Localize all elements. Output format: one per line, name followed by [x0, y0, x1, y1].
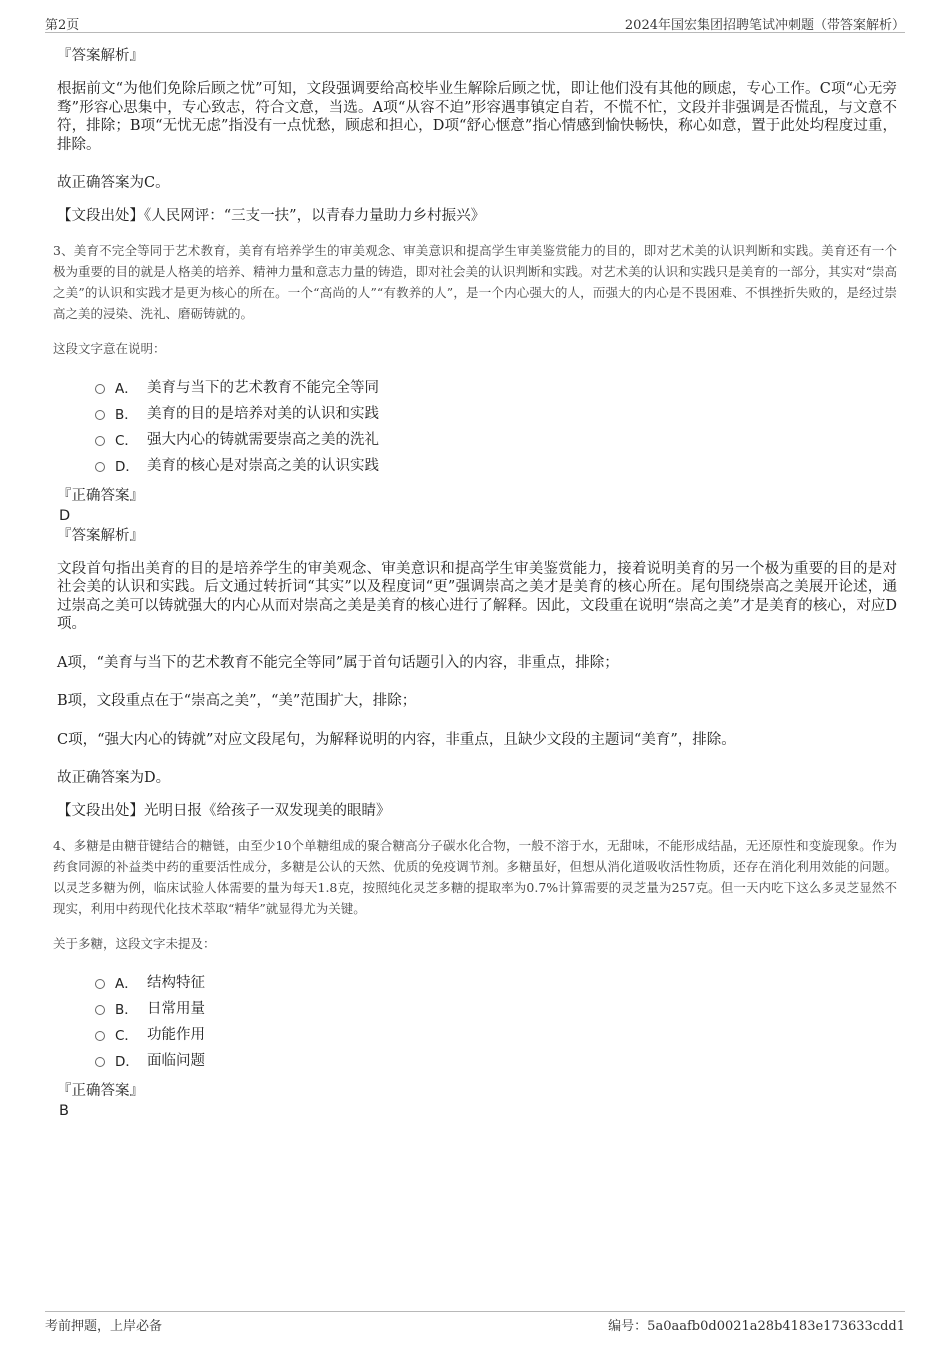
q3-prompt: 这段文字意在说明：: [53, 340, 166, 356]
option-letter: D．: [115, 458, 139, 475]
q3-note-a: A项，“美育与当下的艺术教育不能完全等同”属于首句话题引入的内容，非重点，排除；: [57, 654, 619, 671]
q4-option-b[interactable]: [95, 995, 897, 1021]
q3-options: [95, 374, 897, 478]
document-id: 编号：5a0aafb0d0021a28b4183e173633cdd1: [608, 1319, 905, 1334]
page-content: [53, 46, 897, 1121]
q2-analysis-text: 根据前文“为他们免除后顾之忧”可知，文段强调要给高校毕业生解除后顾之忧，即让他们没有其他的顾虑，专心工作。C项“心无旁骛”形容心思集中，专心致志，符合文意，当选。A项“从容不迫”形容遇事镇定自若，不慌不忙，文段并非强调是否慌乱，与文意不符，排除；B项“无忧无虑”指没有一点忧愁，顾虑和担心，D项“舒心惬意”指心情感到愉快畅快，称心如意，置于此处均程度过重，排除。: [57, 81, 897, 153]
q3-option-d[interactable]: [95, 452, 897, 478]
q3-question-text: 3、美育不完全等同于艺术教育，美育有培养学生的审美观念、审美意识和提高学生审美鉴赏能力的目的，即对艺术美的认识判断和实践。美育还有一个极为重要的目的就是人格美的培养、精神力量和意志力量的铸造，即对社会美的认识判断和实践。对艺术美的认识和实践只是美育的一部分，其实对“崇高之美”的认识和实践才是更为核心的所在。一个“高尚的人”“有教养的人”，是一个内心强大的人，而强大的内心是不畏困难、不惧挫折失败的，是经过崇高之美的浸染、洗礼、磨砺铸就的。: [53, 242, 897, 321]
q4-answer-value: B: [59, 1102, 69, 1119]
radio-icon[interactable]: [95, 1031, 105, 1041]
option-letter: A．: [115, 380, 138, 397]
q4-prompt: 关于多糖，这段文字未提及：: [53, 935, 216, 951]
option-letter: C．: [115, 1027, 138, 1044]
q3-option-a[interactable]: [95, 374, 897, 400]
q2-conclusion: 故正确答案为C。: [57, 175, 170, 191]
q4-option-a[interactable]: [95, 969, 897, 995]
option-letter: A．: [115, 975, 138, 992]
q4-option-d[interactable]: [95, 1047, 897, 1073]
option-letter: B．: [115, 406, 138, 423]
option-text: 美育的目的是培养对美的认识和实践: [147, 406, 379, 422]
footer-slogan: 考前押题，上岸必备: [45, 1319, 163, 1334]
option-text: 强大内心的铸就需要崇高之美的洗礼: [147, 432, 379, 448]
q4-question-text: 4、多糖是由糖苷键结合的糖链，由至少10个单糖组成的聚合糖高分子碳水化合物，一般不溶于水，无甜味，不能形成结晶，无还原性和变旋现象。作为药食同源的补益类中药的重要活性成分，多糖是公认的天然、优质的免疫调节剂。多糖虽好，但想从消化道吸收活性物质，还存在消化利用效能的问题。以灵芝多糖为例，临床试验人体需要的量为每天1.8克，按照纯化灵芝多糖的提取率为0.7%计算需要的灵芝量为257克。但一天内吃下这么多灵芝显然不现实，利用中药现代化技术萃取“精华”就显得尤为关键。: [53, 837, 897, 916]
radio-icon[interactable]: [95, 384, 105, 394]
q3-note-c: C项，“强大内心的铸就”对应文段尾句，为解释说明的内容，非重点，且缺少文段的主题词“美育”，排除。: [57, 731, 736, 748]
page-header: [45, 14, 905, 33]
radio-icon[interactable]: [95, 462, 105, 472]
option-text: 面临问题: [147, 1053, 205, 1069]
option-letter: C．: [115, 432, 138, 449]
document-title: 2024年国宏集团招聘笔试冲刺题（带答案解析）: [624, 18, 905, 33]
option-text: 日常用量: [147, 1001, 205, 1017]
radio-icon[interactable]: [95, 436, 105, 446]
q4-options: [95, 969, 897, 1073]
radio-icon[interactable]: [95, 410, 105, 420]
page-number: 第2页: [45, 18, 80, 33]
option-text: 美育与当下的艺术教育不能完全等同: [147, 380, 379, 396]
radio-icon[interactable]: [95, 979, 105, 989]
option-text: 结构特征: [147, 975, 205, 991]
q3-answer-label: 『正确答案』: [57, 487, 144, 504]
q3-conclusion: 故正确答案为D。: [57, 770, 171, 786]
q4-option-c[interactable]: [95, 1021, 897, 1047]
q2-source: 【文段出处】《人民网评：“三支一扶”，以青春力量助力乡村振兴》: [57, 207, 486, 224]
q3-analysis-label: 『答案解析』: [57, 527, 144, 544]
radio-icon[interactable]: [95, 1057, 105, 1067]
option-letter: B．: [115, 1001, 138, 1018]
option-text: 美育的核心是对崇高之美的认识实践: [147, 458, 379, 474]
q4-answer-label: 『正确答案』: [57, 1082, 144, 1099]
page-footer: [45, 1311, 905, 1334]
q2-analysis-label: 『答案解析』: [57, 48, 144, 64]
q3-option-c[interactable]: [95, 426, 897, 452]
q3-source: 【文段出处】光明日报《给孩子一双发现美的眼睛》: [57, 802, 391, 819]
option-text: 功能作用: [147, 1027, 205, 1043]
radio-icon[interactable]: [95, 1005, 105, 1015]
q3-analysis-text: 文段首句指出美育的目的是培养学生的审美观念、审美意识和提高学生审美鉴赏能力，接着说明美育的另一个极为重要的目的是对社会美的认识和实践。后文通过转折词“其实”以及程度词“更”强调崇高之美才是美育的核心所在。尾句围绕崇高之美展开论述，通过崇高之美可以铸就强大的内心从而对崇高之美是美育的核心进行了解释。因此，文段重在说明“崇高之美”才是美育的核心，对应D项。: [57, 560, 897, 632]
option-letter: D．: [115, 1053, 139, 1070]
q3-option-b[interactable]: [95, 400, 897, 426]
q3-note-b: B项，文段重点在于“崇高之美”，“美”范围扩大，排除；: [57, 693, 417, 709]
q3-answer-value: D: [59, 507, 71, 524]
